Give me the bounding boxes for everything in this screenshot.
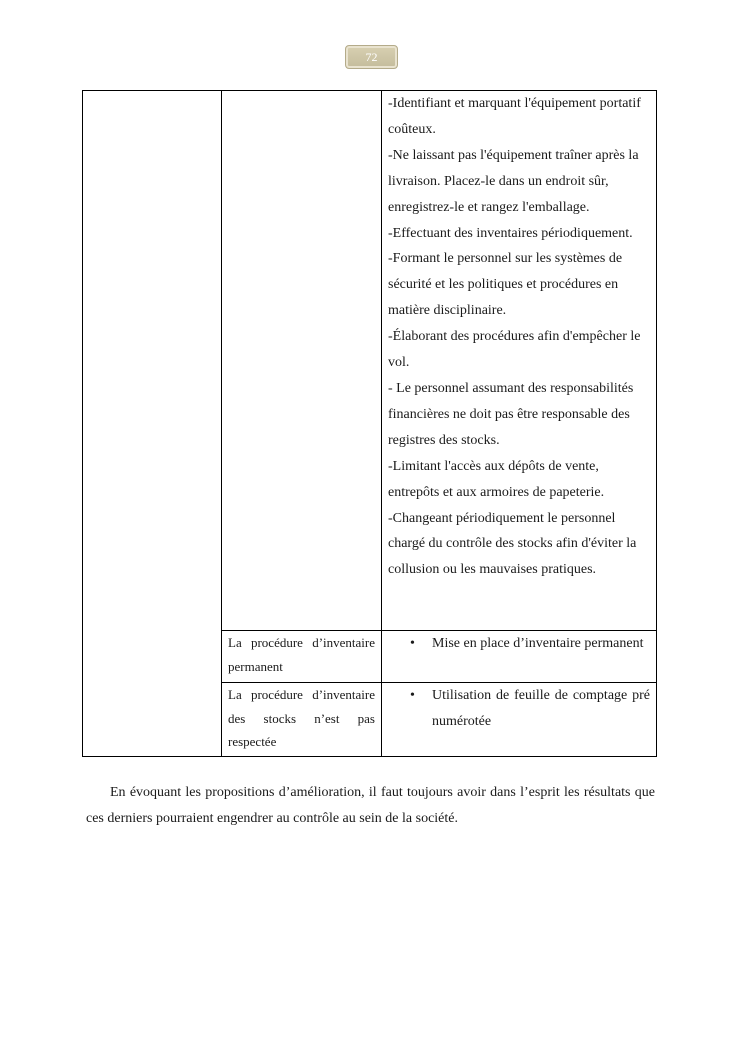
page-number-badge: 72: [345, 45, 398, 69]
body-paragraph: En évoquant les propositions d’amélioration, il faut toujours avoir dans l’esprit les résultats que ces derniers pourraient engendrer au contrôle au sein de la société.: [86, 785, 655, 826]
bullet-cell: [382, 683, 657, 757]
list-item: [382, 631, 650, 657]
bullet-text: Mise en place d’inventaire permanent: [432, 636, 644, 651]
procedure-cell: [222, 631, 382, 683]
bullet-text: Utilisation de feuille de comptage pré numérotée: [432, 688, 650, 729]
table-cell-empty: [222, 91, 382, 631]
measure-line: -Ne laissant pas l'équipement traîner après la livraison. Placez-le dans un endroit sûr, enregistrez-le et rangez l'emballage.: [388, 147, 639, 215]
measure-line: -Changeant périodiquement le personnel chargé du contrôle des stocks afin d'éviter la collusion ou les mauvaises pratiques.: [388, 510, 637, 578]
procedure-text: La procédure d’inventaire des stocks n’est pas respectée: [228, 687, 375, 749]
table-cell-empty: [83, 91, 222, 757]
procedure-text: La procédure d’inventaire permanent: [228, 635, 375, 674]
bullet-icon: •: [410, 688, 415, 703]
measure-line: -Identifiant et marquant l'équipement portatif coûteux.: [388, 96, 641, 137]
measure-line: -Effectuant des inventaires périodiquement.: [388, 225, 633, 241]
recommendations-table: [82, 90, 657, 757]
measure-line: -Limitant l'accès aux dépôts de vente, entrepôts et aux armoires de papeterie.: [388, 458, 605, 500]
measure-line: - Le personnel assumant des responsabilités financières ne doit pas être responsable des registres des stocks.: [388, 380, 634, 448]
measure-line: -Formant le personnel sur les systèmes de sécurité et les politiques et procédures en matière disciplinaire.: [388, 251, 623, 319]
table-row: [83, 91, 657, 631]
bullet-cell: [382, 631, 657, 683]
list-item: [382, 683, 650, 735]
bullet-icon: •: [410, 636, 415, 651]
measures-cell: [382, 91, 657, 631]
measure-line: -Élaborant des procédures afin d'empêcher le vol.: [388, 329, 641, 371]
procedure-cell: [222, 683, 382, 757]
